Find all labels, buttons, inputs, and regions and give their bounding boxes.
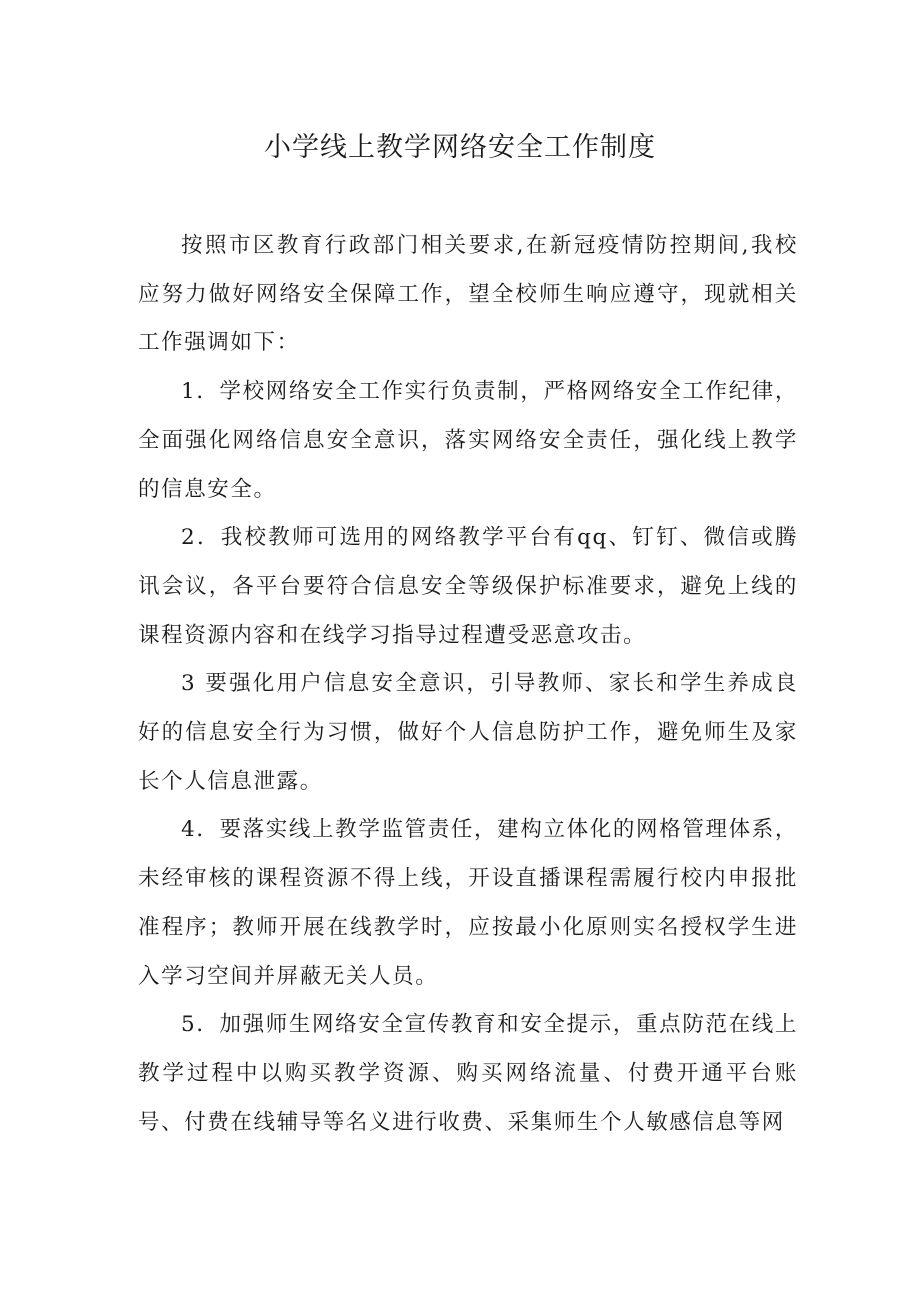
item-5-paragraph: 5．加强师生网络安全宣传教育和安全提示，重点防范在线上教学过程中以购买教学资源、购买网络流量、付费开通平台账号、付费在线辅导等名义进行收费、采集师生个人敏感信息等网 [138,1012,798,1135]
item-2-paragraph: 2．我校教师可选用的网络教学平台有qq、钉钉、微信或腾讯会议，各平台要符合信息安全等级保护标准要求，避免上线的课程资源内容和在线学习指导过程遭受恶意攻击。 [138,525,798,648]
item-1-paragraph: 1．学校网络安全工作实行负责制，严格网络安全工作纪律，全面强化网络信息安全意识，落实网络安全责任，强化线上教学的信息安全。 [138,379,798,502]
item-4-paragraph: 4．要落实线上教学监管责任，建构立体化的网格管理体系，未经审核的课程资源不得上线，开设直播课程需履行校内申报批准程序；教师开展在线教学时，应按最小化原则实名授权学生进入学习空间并屏蔽无关人员。 [138,817,798,989]
document-body [138,222,798,1147]
document-title: 小学线上教学网络安全工作制度 [264,132,656,163]
item-3-paragraph: 3 要强化用户信息安全意识，引导教师、家长和学生养成良好的信息安全行为习惯，做好个人信息防护工作，避免师生及家长个人信息泄露。 [138,671,798,794]
intro-paragraph: 按照市区教育行政部门相关要求,在新冠疫情防控期间,我校应努力做好网络安全保障工作，望全校师生响应遵守，现就相关工作强调如下： [138,233,798,356]
